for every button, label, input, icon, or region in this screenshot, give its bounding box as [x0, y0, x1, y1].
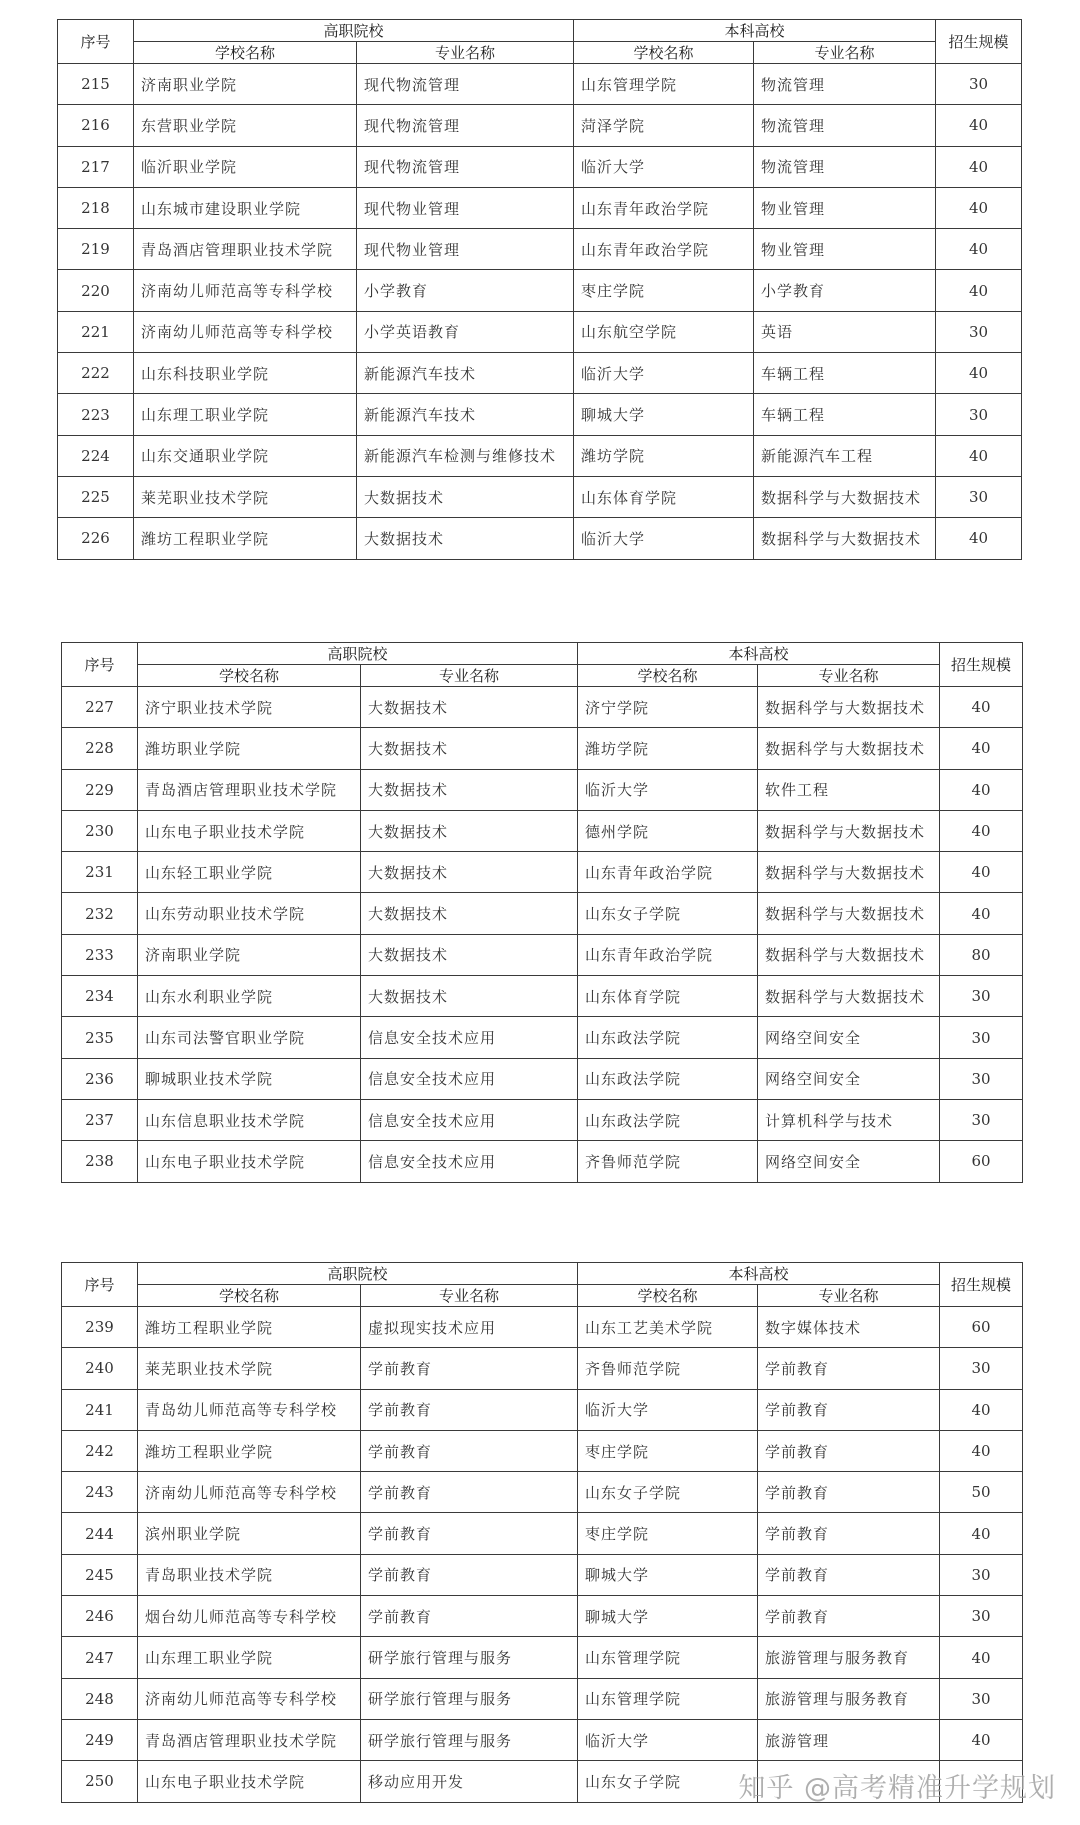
cell-scale: 40 — [940, 1389, 1023, 1430]
cell-no: 215 — [58, 64, 134, 105]
cell-vocational-major: 大数据技术 — [361, 934, 578, 975]
cell-undergrad-major: 数据科学与大数据技术 — [758, 852, 940, 893]
cell-scale: 30 — [940, 1348, 1023, 1389]
cell-vocational-school: 山东城市建设职业学院 — [134, 187, 357, 228]
cell-vocational-school: 聊城职业技术学院 — [138, 1058, 361, 1099]
cell-scale: 40 — [936, 353, 1022, 394]
cell-undergrad-school: 山东青年政治学院 — [578, 852, 758, 893]
header-no: 序号 — [62, 1263, 138, 1307]
table-row — [62, 893, 1023, 934]
cell-vocational-major: 信息安全技术应用 — [361, 1058, 578, 1099]
cell-scale: 40 — [940, 728, 1023, 769]
cell-vocational-school: 莱芜职业技术学院 — [138, 1348, 361, 1389]
cell-undergrad-major: 车辆工程 — [754, 353, 936, 394]
cell-vocational-school: 山东劳动职业技术学院 — [138, 893, 361, 934]
cell-undergrad-school: 聊城大学 — [574, 394, 754, 435]
cell-undergrad-major: 数据科学与大数据技术 — [754, 518, 936, 559]
cell-scale: 40 — [936, 146, 1022, 187]
cell-no: 229 — [62, 769, 138, 810]
cell-undergrad-school: 山东体育学院 — [574, 476, 754, 517]
cell-scale: 40 — [940, 893, 1023, 934]
cell-undergrad-school: 临沂大学 — [578, 769, 758, 810]
table-row — [62, 934, 1023, 975]
cell-no: 221 — [58, 311, 134, 352]
cell-vocational-school: 潍坊工程职业学院 — [134, 518, 357, 559]
table-row — [62, 1017, 1023, 1058]
cell-vocational-major: 新能源汽车技术 — [357, 394, 574, 435]
cell-scale: 30 — [940, 1596, 1023, 1637]
cell-scale: 40 — [936, 435, 1022, 476]
cell-undergrad-school: 枣庄学院 — [578, 1430, 758, 1471]
cell-undergrad-school: 山东管理学院 — [578, 1678, 758, 1719]
cell-scale: 30 — [940, 1678, 1023, 1719]
cell-no: 233 — [62, 934, 138, 975]
cell-undergrad-school: 临沂大学 — [574, 146, 754, 187]
cell-vocational-major: 现代物流管理 — [357, 105, 574, 146]
cell-scale: 40 — [936, 187, 1022, 228]
cell-vocational-major: 新能源汽车检测与维修技术 — [357, 435, 574, 476]
cell-undergrad-major: 学前教育 — [758, 1389, 940, 1430]
cell-no: 240 — [62, 1348, 138, 1389]
cell-undergrad-major: 学前教育 — [758, 1348, 940, 1389]
table-row — [62, 976, 1023, 1017]
cell-no: 248 — [62, 1678, 138, 1719]
table-row — [58, 518, 1022, 559]
cell-undergrad-major: 物业管理 — [754, 229, 936, 270]
table-row — [58, 270, 1022, 311]
header-undergrad: 本科高校 — [578, 1263, 940, 1285]
header-vocational-major: 专业名称 — [357, 42, 574, 64]
cell-no: 219 — [58, 229, 134, 270]
table-row — [62, 1430, 1023, 1471]
table-row — [58, 435, 1022, 476]
cell-no: 237 — [62, 1099, 138, 1140]
cell-undergrad-major: 英语 — [754, 311, 936, 352]
table-row — [58, 476, 1022, 517]
cell-scale: 80 — [940, 934, 1023, 975]
cell-no: 217 — [58, 146, 134, 187]
cell-scale: 40 — [940, 852, 1023, 893]
cell-vocational-major: 大数据技术 — [361, 976, 578, 1017]
cell-undergrad-major: 物业管理 — [754, 187, 936, 228]
cell-vocational-major: 学前教育 — [361, 1554, 578, 1595]
cell-vocational-school: 山东电子职业技术学院 — [138, 1141, 361, 1182]
cell-undergrad-school: 山东工艺美术学院 — [578, 1307, 758, 1348]
cell-vocational-school: 青岛幼儿师范高等专科学校 — [138, 1389, 361, 1430]
cell-no: 222 — [58, 353, 134, 394]
table-row — [62, 1637, 1023, 1678]
table-row — [62, 687, 1023, 728]
cell-vocational-major: 学前教育 — [361, 1513, 578, 1554]
cell-vocational-school: 山东水利职业学院 — [138, 976, 361, 1017]
cell-vocational-school: 山东信息职业技术学院 — [138, 1099, 361, 1140]
cell-undergrad-school: 山东政法学院 — [578, 1099, 758, 1140]
header-vocational-school: 学校名称 — [134, 42, 357, 64]
cell-vocational-school: 临沂职业学院 — [134, 146, 357, 187]
cell-no: 224 — [58, 435, 134, 476]
cell-vocational-school: 青岛职业技术学院 — [138, 1554, 361, 1595]
cell-scale: 60 — [940, 1307, 1023, 1348]
cell-no: 228 — [62, 728, 138, 769]
table-row — [62, 1719, 1023, 1760]
table-row — [58, 64, 1022, 105]
cell-undergrad-school: 山东青年政治学院 — [574, 187, 754, 228]
cell-vocational-school: 山东交通职业学院 — [134, 435, 357, 476]
cell-vocational-school: 济宁职业技术学院 — [138, 687, 361, 728]
header-undergrad: 本科高校 — [578, 643, 940, 665]
header-vocational: 高职院校 — [138, 643, 578, 665]
cell-undergrad-school: 山东青年政治学院 — [574, 229, 754, 270]
cell-vocational-school: 山东理工职业学院 — [138, 1637, 361, 1678]
header-undergrad-school: 学校名称 — [574, 42, 754, 64]
watermark: 知乎 @高考精准升学规划 — [738, 1773, 1056, 1804]
cell-scale: 40 — [936, 270, 1022, 311]
header-scale: 招生规模 — [936, 20, 1022, 64]
cell-vocational-major: 大数据技术 — [361, 810, 578, 851]
cell-vocational-major: 大数据技术 — [357, 518, 574, 559]
cell-vocational-school: 潍坊职业学院 — [138, 728, 361, 769]
cell-vocational-major: 信息安全技术应用 — [361, 1099, 578, 1140]
cell-undergrad-school: 山东政法学院 — [578, 1017, 758, 1058]
header-vocational-major: 专业名称 — [361, 665, 578, 687]
cell-scale: 40 — [940, 1637, 1023, 1678]
cell-undergrad-major: 网络空间安全 — [758, 1141, 940, 1182]
cell-no: 227 — [62, 687, 138, 728]
table-row — [58, 353, 1022, 394]
cell-no: 241 — [62, 1389, 138, 1430]
header-vocational-school: 学校名称 — [138, 665, 361, 687]
cell-undergrad-school: 德州学院 — [578, 810, 758, 851]
cell-no: 234 — [62, 976, 138, 1017]
enrollment-table-2 — [61, 642, 1023, 1183]
cell-vocational-major: 大数据技术 — [361, 687, 578, 728]
cell-vocational-school: 济南幼儿师范高等专科学校 — [138, 1472, 361, 1513]
cell-scale: 30 — [940, 976, 1023, 1017]
cell-scale: 30 — [936, 311, 1022, 352]
cell-no: 225 — [58, 476, 134, 517]
cell-no: 245 — [62, 1554, 138, 1595]
header-scale: 招生规模 — [940, 1263, 1023, 1307]
header-undergrad: 本科高校 — [574, 20, 936, 42]
cell-undergrad-major: 数据科学与大数据技术 — [758, 687, 940, 728]
cell-vocational-major: 研学旅行管理与服务 — [361, 1719, 578, 1760]
table-row — [58, 105, 1022, 146]
cell-undergrad-major: 网络空间安全 — [758, 1058, 940, 1099]
cell-vocational-major: 学前教育 — [361, 1596, 578, 1637]
cell-scale: 60 — [940, 1141, 1023, 1182]
table-row — [62, 1099, 1023, 1140]
cell-undergrad-school: 山东女子学院 — [578, 1472, 758, 1513]
cell-undergrad-major: 学前教育 — [758, 1554, 940, 1595]
cell-undergrad-school: 临沂大学 — [578, 1389, 758, 1430]
cell-vocational-school: 潍坊工程职业学院 — [138, 1430, 361, 1471]
cell-undergrad-major: 车辆工程 — [754, 394, 936, 435]
cell-undergrad-school: 临沂大学 — [578, 1719, 758, 1760]
cell-undergrad-major: 旅游管理与服务教育 — [758, 1637, 940, 1678]
cell-undergrad-major: 学前教育 — [758, 1513, 940, 1554]
cell-undergrad-school: 山东女子学院 — [578, 1761, 758, 1802]
cell-undergrad-school: 潍坊学院 — [574, 435, 754, 476]
cell-vocational-school: 山东电子职业技术学院 — [138, 810, 361, 851]
cell-undergrad-major: 物流管理 — [754, 146, 936, 187]
cell-undergrad-major: 物流管理 — [754, 105, 936, 146]
cell-vocational-major: 学前教育 — [361, 1389, 578, 1430]
table-row — [62, 1678, 1023, 1719]
header-undergrad-major: 专业名称 — [754, 42, 936, 64]
cell-no: 239 — [62, 1307, 138, 1348]
cell-scale: 40 — [940, 810, 1023, 851]
cell-vocational-major: 大数据技术 — [361, 852, 578, 893]
cell-scale: 40 — [936, 229, 1022, 270]
cell-scale: 40 — [940, 1513, 1023, 1554]
cell-vocational-school: 山东轻工职业学院 — [138, 852, 361, 893]
table-row — [62, 1472, 1023, 1513]
header-vocational-school: 学校名称 — [138, 1285, 361, 1307]
cell-vocational-school: 潍坊工程职业学院 — [138, 1307, 361, 1348]
cell-undergrad-school: 山东体育学院 — [578, 976, 758, 1017]
cell-undergrad-school: 齐鲁师范学院 — [578, 1141, 758, 1182]
cell-scale: 30 — [936, 64, 1022, 105]
cell-undergrad-school: 济宁学院 — [578, 687, 758, 728]
cell-undergrad-major: 小学教育 — [754, 270, 936, 311]
cell-vocational-school: 山东理工职业学院 — [134, 394, 357, 435]
cell-undergrad-major: 数据科学与大数据技术 — [758, 934, 940, 975]
table-row — [62, 1307, 1023, 1348]
cell-undergrad-major: 数据科学与大数据技术 — [758, 728, 940, 769]
cell-no: 223 — [58, 394, 134, 435]
cell-no: 243 — [62, 1472, 138, 1513]
header-vocational-major: 专业名称 — [361, 1285, 578, 1307]
cell-undergrad-major: 软件工程 — [758, 769, 940, 810]
cell-undergrad-school: 聊城大学 — [578, 1554, 758, 1595]
cell-undergrad-school: 山东航空学院 — [574, 311, 754, 352]
cell-vocational-major: 现代物业管理 — [357, 229, 574, 270]
cell-scale: 40 — [940, 687, 1023, 728]
cell-scale: 30 — [936, 394, 1022, 435]
cell-undergrad-major: 学前教育 — [758, 1472, 940, 1513]
cell-no: 220 — [58, 270, 134, 311]
cell-vocational-school: 济南职业学院 — [138, 934, 361, 975]
cell-scale: 40 — [936, 518, 1022, 559]
table-row — [58, 311, 1022, 352]
header-vocational: 高职院校 — [138, 1263, 578, 1285]
cell-undergrad-school: 枣庄学院 — [578, 1513, 758, 1554]
cell-vocational-major: 学前教育 — [361, 1430, 578, 1471]
cell-undergrad-school: 山东女子学院 — [578, 893, 758, 934]
cell-vocational-major: 研学旅行管理与服务 — [361, 1637, 578, 1678]
cell-undergrad-school: 临沂大学 — [574, 518, 754, 559]
cell-undergrad-school: 山东管理学院 — [574, 64, 754, 105]
enrollment-table-1 — [57, 19, 1022, 560]
cell-vocational-major: 研学旅行管理与服务 — [361, 1678, 578, 1719]
cell-no: 226 — [58, 518, 134, 559]
cell-vocational-major: 大数据技术 — [361, 769, 578, 810]
cell-vocational-major: 小学英语教育 — [357, 311, 574, 352]
header-no: 序号 — [62, 643, 138, 687]
cell-vocational-school: 济南幼儿师范高等专科学校 — [138, 1678, 361, 1719]
table-row — [62, 1348, 1023, 1389]
cell-vocational-major: 现代物业管理 — [357, 187, 574, 228]
cell-undergrad-major: 网络空间安全 — [758, 1017, 940, 1058]
cell-scale: 50 — [940, 1472, 1023, 1513]
cell-vocational-school: 东营职业学院 — [134, 105, 357, 146]
cell-vocational-major: 移动应用开发 — [361, 1761, 578, 1802]
cell-no: 247 — [62, 1637, 138, 1678]
table-row — [58, 394, 1022, 435]
table-row — [62, 1596, 1023, 1637]
cell-undergrad-major: 数字媒体技术 — [758, 1307, 940, 1348]
cell-undergrad-major: 旅游管理 — [758, 1719, 940, 1760]
cell-vocational-school: 山东电子职业技术学院 — [138, 1761, 361, 1802]
table-row — [58, 146, 1022, 187]
cell-vocational-major: 虚拟现实技术应用 — [361, 1307, 578, 1348]
table-row — [58, 229, 1022, 270]
cell-no: 250 — [62, 1761, 138, 1802]
cell-vocational-major: 大数据技术 — [357, 476, 574, 517]
cell-vocational-school: 滨州职业学院 — [138, 1513, 361, 1554]
table-row — [62, 1389, 1023, 1430]
cell-undergrad-major: 数据科学与大数据技术 — [758, 810, 940, 851]
cell-no: 230 — [62, 810, 138, 851]
table-row — [62, 1058, 1023, 1099]
table-row — [62, 852, 1023, 893]
cell-undergrad-school: 临沂大学 — [574, 353, 754, 394]
cell-undergrad-major: 新能源汽车工程 — [754, 435, 936, 476]
table-row — [62, 1554, 1023, 1595]
header-undergrad-major: 专业名称 — [758, 665, 940, 687]
cell-vocational-school: 青岛酒店管理职业技术学院 — [138, 769, 361, 810]
cell-undergrad-major: 计算机科学与技术 — [758, 1099, 940, 1140]
cell-vocational-major: 学前教育 — [361, 1348, 578, 1389]
table-row — [62, 769, 1023, 810]
cell-undergrad-school: 山东政法学院 — [578, 1058, 758, 1099]
header-no: 序号 — [58, 20, 134, 64]
cell-undergrad-major: 数据科学与大数据技术 — [758, 976, 940, 1017]
cell-vocational-school: 山东科技职业学院 — [134, 353, 357, 394]
cell-undergrad-major: 学前教育 — [758, 1596, 940, 1637]
cell-vocational-major: 现代物流管理 — [357, 64, 574, 105]
cell-no: 249 — [62, 1719, 138, 1760]
cell-undergrad-school: 山东管理学院 — [578, 1637, 758, 1678]
cell-vocational-school: 济南幼儿师范高等专科学校 — [134, 311, 357, 352]
table-row — [62, 1513, 1023, 1554]
cell-scale: 30 — [940, 1554, 1023, 1595]
cell-vocational-school: 济南职业学院 — [134, 64, 357, 105]
cell-no: 246 — [62, 1596, 138, 1637]
cell-vocational-major: 大数据技术 — [361, 893, 578, 934]
cell-no: 244 — [62, 1513, 138, 1554]
header-scale: 招生规模 — [940, 643, 1023, 687]
header-vocational: 高职院校 — [134, 20, 574, 42]
enrollment-table-3 — [61, 1262, 1023, 1803]
cell-scale: 40 — [940, 769, 1023, 810]
header-undergrad-school: 学校名称 — [578, 665, 758, 687]
cell-undergrad-school: 聊城大学 — [578, 1596, 758, 1637]
cell-vocational-major: 小学教育 — [357, 270, 574, 311]
cell-scale: 30 — [940, 1099, 1023, 1140]
cell-vocational-major: 大数据技术 — [361, 728, 578, 769]
cell-vocational-major: 现代物流管理 — [357, 146, 574, 187]
cell-vocational-school: 青岛酒店管理职业技术学院 — [138, 1719, 361, 1760]
cell-vocational-school: 烟台幼儿师范高等专科学校 — [138, 1596, 361, 1637]
cell-no: 218 — [58, 187, 134, 228]
cell-vocational-major: 新能源汽车技术 — [357, 353, 574, 394]
cell-undergrad-school: 山东青年政治学院 — [578, 934, 758, 975]
cell-vocational-school: 山东司法警官职业学院 — [138, 1017, 361, 1058]
cell-vocational-school: 莱芜职业技术学院 — [134, 476, 357, 517]
cell-scale: 40 — [940, 1430, 1023, 1471]
table-row — [62, 728, 1023, 769]
cell-vocational-major: 信息安全技术应用 — [361, 1141, 578, 1182]
cell-undergrad-school: 枣庄学院 — [574, 270, 754, 311]
cell-undergrad-major: 学前教育 — [758, 1430, 940, 1471]
cell-scale: 30 — [936, 476, 1022, 517]
cell-vocational-major: 学前教育 — [361, 1472, 578, 1513]
table-row — [62, 810, 1023, 851]
table-row — [62, 1141, 1023, 1182]
cell-scale: 30 — [940, 1017, 1023, 1058]
cell-undergrad-major: 旅游管理与服务教育 — [758, 1678, 940, 1719]
header-undergrad-school: 学校名称 — [578, 1285, 758, 1307]
table-row — [58, 187, 1022, 228]
cell-no: 238 — [62, 1141, 138, 1182]
cell-vocational-school: 青岛酒店管理职业技术学院 — [134, 229, 357, 270]
cell-vocational-major: 信息安全技术应用 — [361, 1017, 578, 1058]
cell-no: 235 — [62, 1017, 138, 1058]
cell-no: 236 — [62, 1058, 138, 1099]
cell-undergrad-school: 潍坊学院 — [578, 728, 758, 769]
cell-scale: 40 — [936, 105, 1022, 146]
cell-undergrad-school: 菏泽学院 — [574, 105, 754, 146]
cell-scale: 40 — [940, 1719, 1023, 1760]
cell-no: 232 — [62, 893, 138, 934]
cell-no: 216 — [58, 105, 134, 146]
cell-scale: 30 — [940, 1058, 1023, 1099]
cell-no: 242 — [62, 1430, 138, 1471]
cell-undergrad-major: 数据科学与大数据技术 — [754, 476, 936, 517]
header-undergrad-major: 专业名称 — [758, 1285, 940, 1307]
cell-undergrad-school: 齐鲁师范学院 — [578, 1348, 758, 1389]
cell-no: 231 — [62, 852, 138, 893]
cell-undergrad-major: 物流管理 — [754, 64, 936, 105]
cell-vocational-school: 济南幼儿师范高等专科学校 — [134, 270, 357, 311]
cell-undergrad-major: 数据科学与大数据技术 — [758, 893, 940, 934]
